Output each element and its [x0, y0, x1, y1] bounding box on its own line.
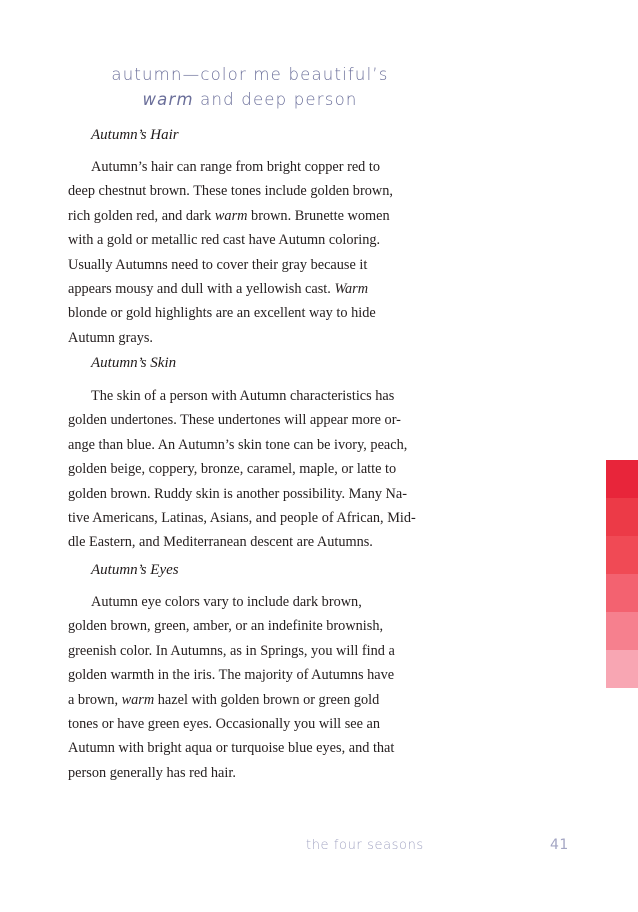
- color-swatch: [606, 498, 638, 536]
- color-swatch: [606, 650, 638, 688]
- section-title-skin: Autumn’s Skin: [91, 355, 177, 371]
- text-line: golden brown. Ruddy skin is another possibility. Many Na-: [68, 485, 407, 502]
- text-line: tive Americans, Latinas, Asians, and people of African, Mid-: [68, 510, 416, 527]
- text-line: Autumn eye colors vary to include dark brown,: [91, 594, 362, 610]
- text-line: dle Eastern, and Mediterranean descent are Autumns.: [68, 534, 373, 551]
- text-line: greenish color. In Autumns, as in Springs, you will find a: [68, 642, 395, 659]
- color-swatch: [606, 460, 638, 498]
- page-number: 41: [550, 837, 569, 853]
- text-line: appears mousy and dull with a yellowish cast. Warm: [68, 281, 369, 298]
- section-title-hair: Autumn’s Hair: [91, 127, 179, 143]
- text-line: Autumn’s hair can range from bright copper red to: [91, 159, 381, 175]
- paragraph-eyes: [68, 590, 433, 785]
- text-line: The skin of a person with Autumn characteristics has: [91, 388, 395, 404]
- heading-line-2: [70, 87, 430, 112]
- text-line: person generally has red hair.: [68, 764, 236, 781]
- heading-emphasis: warm: [142, 90, 194, 109]
- text-line: blonde or gold highlights are an excellent way to hide: [68, 305, 376, 322]
- page-heading: [70, 62, 430, 112]
- heading-line-1: autumn—color me beautiful’s: [111, 65, 389, 84]
- text-line: with a gold or metallic red cast have Autumn coloring.: [68, 232, 381, 249]
- paragraph-skin: [68, 384, 433, 555]
- text-line: rich golden red, and dark warm brown. Brunette women: [68, 207, 390, 224]
- text-line: deep chestnut brown. These tones include golden brown,: [68, 183, 393, 200]
- text-line: golden brown, green, amber, or an indefinite brownish,: [68, 618, 384, 635]
- text-line: Usually Autumns need to cover their gray because it: [68, 256, 368, 273]
- color-swatch: [606, 574, 638, 612]
- text-line: golden warmth in the iris. The majority of Autumns have: [68, 667, 395, 684]
- emphasis: warm: [121, 691, 155, 708]
- emphasis: warm: [214, 207, 248, 224]
- paragraph-hair: [68, 155, 433, 350]
- text-line: tones or have green eyes. Occasionally you will see an: [68, 716, 381, 733]
- text-line: ange than blue. An Autumn’s skin tone can be ivory, peach,: [68, 436, 408, 453]
- emphasis: Warm: [334, 281, 369, 298]
- heading-line-2-rest: and deep person: [193, 90, 358, 109]
- section-title-eyes: Autumn’s Eyes: [91, 562, 179, 578]
- running-footer: the four seasons: [306, 838, 424, 853]
- text-line: golden undertones. These undertones will appear more or-: [68, 412, 401, 429]
- color-swatch: [606, 612, 638, 650]
- text-line: a brown, warm hazel with golden brown or green gold: [68, 691, 380, 708]
- color-swatch-strip: [606, 460, 638, 688]
- color-swatch: [606, 536, 638, 574]
- text-line: Autumn grays.: [68, 329, 153, 346]
- text-line: golden beige, coppery, bronze, caramel, maple, or latte to: [68, 461, 397, 478]
- text-line: Autumn with bright aqua or turquoise blue eyes, and that: [68, 740, 395, 757]
